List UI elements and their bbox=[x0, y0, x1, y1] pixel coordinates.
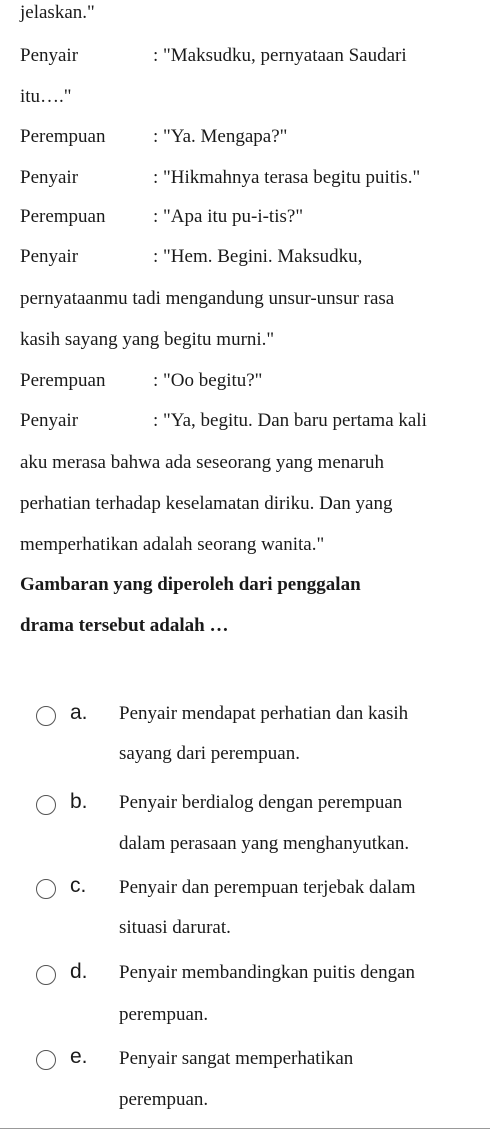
option-c-text[interactable]: situasi darurat. bbox=[119, 917, 231, 938]
dialog-text: : "Ya. Mengapa?" bbox=[153, 126, 288, 147]
speaker-name: Perempuan bbox=[20, 206, 106, 227]
option-d-text[interactable]: Penyair membandingkan puitis dengan bbox=[119, 962, 416, 983]
divider bbox=[0, 1128, 490, 1129]
question-text: drama tersebut adalah … bbox=[20, 615, 229, 636]
speaker-name: Penyair bbox=[20, 167, 79, 188]
dialog-text: : "Hem. Begini. Maksudku, bbox=[153, 246, 363, 267]
speaker-name: Penyair bbox=[20, 246, 79, 267]
dialog-text: kasih sayang yang begitu murni." bbox=[20, 329, 275, 350]
dialog-text: : "Oo begitu?" bbox=[153, 370, 263, 391]
dialog-text: : "Ya, begitu. Dan baru pertama kali bbox=[153, 410, 427, 431]
speaker-name: Perempuan bbox=[20, 126, 106, 147]
option-a-text[interactable]: sayang dari perempuan. bbox=[119, 743, 300, 764]
option-e-text[interactable]: Penyair sangat memperhatikan bbox=[119, 1048, 354, 1069]
option-e-letter: e. bbox=[70, 1045, 88, 1068]
option-c-letter: c. bbox=[70, 874, 87, 897]
dialog-text: : "Apa itu pu-i-tis?" bbox=[153, 206, 304, 227]
dialog-text: : "Maksudku, pernyataan Saudari bbox=[153, 45, 407, 66]
option-a-radio[interactable] bbox=[36, 706, 56, 726]
option-d-text[interactable]: perempuan. bbox=[119, 1004, 209, 1025]
dialog-text: : "Hikmahnya terasa begitu puitis." bbox=[153, 167, 421, 188]
option-d-radio[interactable] bbox=[36, 965, 56, 985]
option-b-radio[interactable] bbox=[36, 795, 56, 815]
dialog-text: memperhatikan adalah seorang wanita." bbox=[20, 534, 325, 555]
speaker-name: Perempuan bbox=[20, 370, 106, 391]
dialog-text: pernyataanmu tadi mengandung unsur-unsur rasa bbox=[20, 288, 395, 309]
option-b-letter: b. bbox=[70, 790, 88, 813]
option-e-text[interactable]: perempuan. bbox=[119, 1089, 209, 1110]
option-c-text[interactable]: Penyair dan perempuan terjebak dalam bbox=[119, 877, 416, 898]
option-a-letter: a. bbox=[70, 701, 88, 724]
speaker-name: Penyair bbox=[20, 45, 79, 66]
dialog-text: perhatian terhadap keselamatan diriku. Dan yang bbox=[20, 493, 393, 514]
dialog-text: aku merasa bahwa ada seseorang yang menaruh bbox=[20, 452, 385, 473]
option-a-text[interactable]: Penyair mendapat perhatian dan kasih bbox=[119, 703, 409, 724]
option-b-text[interactable]: dalam perasaan yang menghanyutkan. bbox=[119, 833, 410, 854]
speaker-name: Penyair bbox=[20, 410, 79, 431]
dialog-line: jelaskan." bbox=[20, 2, 95, 23]
option-e-radio[interactable] bbox=[36, 1050, 56, 1070]
option-c-radio[interactable] bbox=[36, 879, 56, 899]
dialog-text: itu…." bbox=[20, 86, 72, 107]
option-b-text[interactable]: Penyair berdialog dengan perempuan bbox=[119, 792, 403, 813]
question-text: Gambaran yang diperoleh dari penggalan bbox=[20, 574, 361, 595]
option-d-letter: d. bbox=[70, 960, 88, 983]
